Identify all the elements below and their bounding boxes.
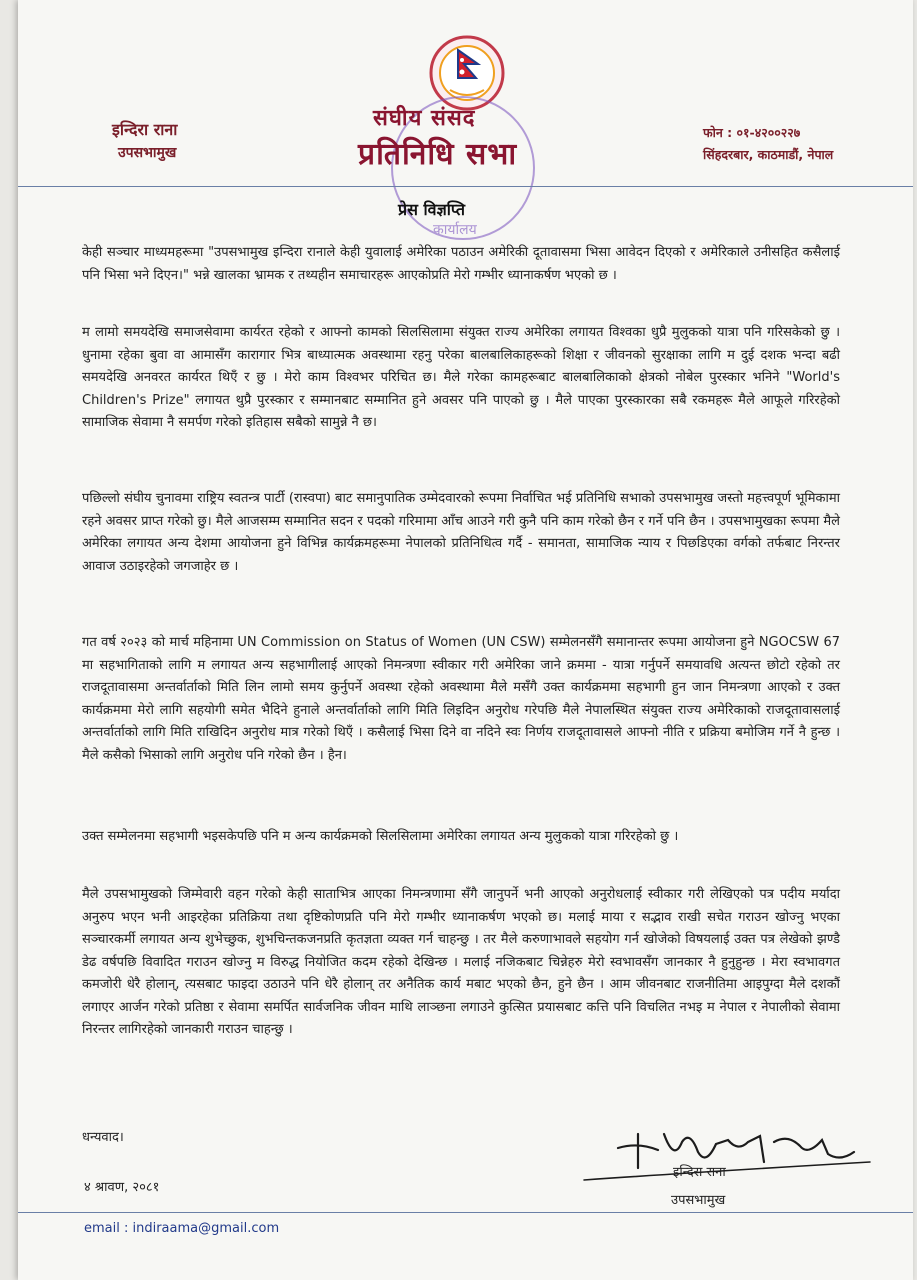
paragraph-3: पछिल्लो संघीय चुनावमा राष्ट्रिय स्वतन्त्र पार्टी (रास्वपा) बाट समानुपातिक उम्मेदवारको रूपमा निर्वाचित भई प्रतिनिधि सभाको उपसभामुख जस्तो महत्त्वपूर्ण भूमिकामा रहने अवसर प्राप्त गरेको छु। मैले आजसम्म सम्मानित सदन र पदको गरिमामा आँच आउने गरी कुनै पनि काम गरेको छैन र गर्ने पनि छैन । उपसभामुखका रूपमा मैले अमेरिका लगायत अन्य देशमा आयोजना हुने विभिन्न कार्यक्रमहरूमा नेपालको प्रतिनिधित्व गर्दै - समानता, सामाजिक न्याय र पिछडिएका वर्गको तर्फबाट निरन्तर आवाज उठाइरहेको जगजाहेर छ । — [82, 491, 840, 574]
letter-page — [18, 0, 913, 1280]
paragraph-2: म लामो समयदेखि समाजसेवामा कार्यरत रहेको र आफ्नो कामको सिलसिलामा संयुक्त राज्य अमेरिका लगायत विश्वका धुप्रै मुलुकको यात्रा पनि गरिसकेको छु । धुनामा रहेका बुवा वा आमासँग कारागार भित्र बाध्यात्मक अवस्थामा रहनु परेका बालबालिकाहरूको शिक्षा र जीवनको सुरक्षाका लागि म दुई दशक भन्दा बढी समयदेखि अनवरत कार्यरत थिएँ र छु । मेरो काम विश्वभर परिचित छ। मैले गरेका कामहरूबाट बालबालिकाको क्षेत्रको नोबेल पुरस्कार भनिने "World's Children's Prize" लगायत थुप्रै पुरस्कार र सम्मानबाट सम्मानित हुने अवसर पनि पाएको छु । मैले पाएका पुरस्कारका सबै रकमहरू मैले आफूले गरिरहेको सामाजिक सेवामा नै समर्पण गरेको इतिहास सबैको सामुन्ने नै छ। — [82, 325, 840, 430]
stamp-text: कार्यालय — [433, 222, 477, 238]
handwritten-signature — [578, 1122, 878, 1192]
letterhead-role: उपसभामुख — [118, 145, 177, 161]
closing-thanks: धन्यवाद। — [82, 1130, 124, 1145]
letterhead-title-line2: प्रतिनिधि सभा — [358, 137, 518, 172]
paragraph-4: गत वर्ष २०२३ को मार्च महिनामा UN Commission on Status of Women (UN CSW) सम्मेलनसँगै समानान्तर रूपमा आयोजना हुने NGOCSW 67 मा सहभागिताको लागि म लगायत अन्य सहभागीलाई आएको निमन्त्रणा स्वीकार गरी अमेरिका जाने क्रममा - यात्रा गर्नुपर्ने समयावधि अत्यन्त छोटो रहेको तर राजदूतावासमा अन्तर्वार्ताको मिति लिन लामो समय कुर्नुपर्ने अवस्था रहेको अवस्थामा मैले मसँगै उक्त कार्यक्रममा सहभागी हुन जान निमन्त्रणा आएको र उक्त कार्यक्रममा मेरो लागि सहयोगी समेत भैदिने हुनाले अन्तर्वार्ताको लागि मिति लिइदिन अनुरोध गरेपछि मैले नेपालस्थित संयुक्त राज्य अमेरिकाको राजदूतावासलाई अन्तर्वार्ताको लागि मिति राखिदिन अनुरोध मात्र गरेको थिएँ । कसैलाई भिसा दिने वा नदिने स्वः निर्णय राजदूतावासले आफ्नो नीति र प्रक्रिया बमोजिम गर्ने नै हुन्छ । मैले कसैको भिसाको लागि अनुरोध पनि गरेको छैन । हैन। — [82, 635, 840, 763]
header-divider — [18, 186, 913, 187]
press-release-heading: प्रेस विज्ञप्ति — [398, 200, 465, 219]
signatory-role: उपसभामुख — [671, 1193, 726, 1208]
paragraph-1: केही सञ्चार माध्यमहरूमा "उपसभामुख इन्दिरा रानाले केही युवालाई अमेरिका पठाउन अमेरिकी दूतावासमा भिसा आवेदन दिएको र अमेरिकाले उनीसहित कसैलाई पनि भिसा भने दिएन।" भन्ने खालका भ्रामक र तथ्यहीन समाचारहरू आएकोप्रति मेरो गम्भीर ध्यानाकर्षण भएको छ । — [82, 245, 840, 283]
release-date: ४ श्रावण, २०८१ — [84, 1180, 160, 1195]
footer-divider — [18, 1212, 913, 1213]
letterhead-name: इन्दिरा राना — [112, 120, 178, 139]
letterhead-phone: फोन : ०१-४२००२२७ — [703, 125, 801, 140]
paragraph-5: उक्त सम्मेलनमा सहभागी भइसकेपछि पनि म अन्य कार्यक्रमको सिलसिलामा अमेरिका लगायत अन्य मुलुकको यात्रा गरिरहेको छु । — [82, 829, 679, 844]
paragraph-6: मैले उपसभामुखको जिम्मेवारी वहन गरेको केही साताभित्र आएका निमन्त्रणामा सँगै जानुपर्ने भनी आएको अनुरोधलाई स्वीकार गरी लेखिएको पत्र पदीय मर्यादा अनुरुप भएन भनी आइरहेका प्रतिक्रिया तथा दृष्टिकोणप्रति पनि मेरो गम्भीर ध्यानाकर्षण भएको छ। मलाई माया र सद्भाव राखी सचेत गराउन खोज्नु भएका सञ्चारकर्मी लगायत अन्य शुभेच्छुक, शुभचिन्तकजनप्रति कृतज्ञता व्यक्त गर्न चाहन्छु । तर मैले करुणाभावले सहयोग गर्न खोजेको विषयलाई उक्त पत्र लेखेको झण्डै डेढ वर्षपछि विवादित गराउन खोज्नु म विरुद्ध नियोजित कदम रहेको देखिन्छ । मलाई नजिकबाट चिन्नेहरु मेरो स्वभावसँग जानकार नै हुनुहुन्छ । मेरा स्वभावगत कमजोरी धेरै होलान्, त्यसबाट फाइदा उठाउने पनि धेरै होलान् तर अनैतिक कार्य मबाट भएको छैन, हुने छैन । आम जीवनबाट राजनीतिमा आइपुग्दा मैले दशकौं लगाएर आर्जन गरेको प्रतिष्ठा र सेवामा समर्पित सार्वजनिक जीवन माथि लाञ्छना लगाउने कुत्सित प्रयासबाट कत्ति पनि विचलित नभइ म नेपाल र नेपालीको सेवामा निरन्तर लागिरहेको जानकारी गराउन चाहन्छु । — [82, 887, 840, 1037]
footer-email: email : indiraama@gmail.com — [84, 1221, 280, 1236]
letterhead-title-line1: संघीय संसद — [373, 106, 476, 131]
letterhead-address: सिंहदरबार, काठमाडौं, नेपाल — [703, 147, 834, 162]
signatory-name: इन्दिरा राना — [673, 1165, 726, 1180]
